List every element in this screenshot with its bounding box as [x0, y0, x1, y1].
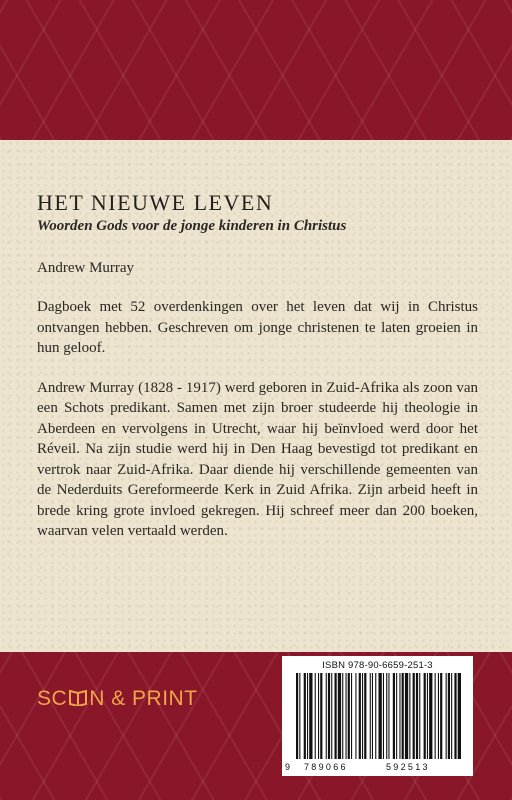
barcode-bar	[446, 673, 447, 759]
barcode-bar	[388, 673, 389, 759]
barcode-bar	[351, 673, 352, 759]
barcode-bar	[419, 673, 420, 759]
barcode-bar	[405, 673, 408, 759]
barcode-bar	[416, 673, 418, 759]
barcode-bar	[326, 673, 327, 759]
barcode-bar	[296, 673, 298, 759]
barcode-digits-right: 592513	[386, 762, 430, 772]
barcode-bar	[440, 673, 442, 759]
barcode-bar	[399, 673, 400, 759]
barcode-bar	[304, 673, 306, 759]
barcode-bar	[348, 673, 350, 759]
barcode-bar	[338, 673, 341, 759]
description-paragraph: Dagboek met 52 overdenkingen over het leven dat wij in Christus ontvangen hebben. Geschreven om jonge christenen te laten groeien in hun geloof.	[37, 299, 478, 356]
barcode-bar	[320, 673, 322, 759]
barcode-bar	[429, 673, 432, 759]
book-icon	[68, 689, 88, 706]
barcode-bar	[379, 673, 382, 759]
barcode-bar	[328, 673, 330, 759]
barcode-bar	[438, 673, 439, 759]
top-patterned-band	[0, 0, 512, 140]
book-author: Andrew Murray	[37, 260, 135, 276]
barcode-bar	[427, 673, 428, 759]
barcode-bar	[372, 673, 373, 759]
barcode-bar	[362, 673, 363, 759]
publisher-logo	[37, 687, 198, 711]
barcode-bar	[386, 673, 387, 759]
barcode-bar	[355, 673, 356, 759]
barcode-bar	[342, 673, 343, 759]
barcode-bar	[448, 673, 450, 759]
barcode-bar	[309, 673, 312, 759]
barcode-bar	[375, 673, 376, 759]
barcode-bar	[424, 673, 426, 759]
publisher-logo-part2: N & PRINT	[89, 687, 198, 710]
barcode-bar	[402, 673, 404, 759]
publisher-logo-part1: SC	[37, 687, 68, 710]
barcode-bar	[451, 673, 452, 759]
barcode-bar	[370, 673, 371, 759]
barcode-bar	[383, 673, 384, 759]
barcode-bar	[413, 673, 415, 759]
barcode-digit-first: 9	[285, 762, 293, 772]
barcode-bar	[346, 673, 347, 759]
barcode-bar	[409, 673, 410, 759]
barcode-box	[282, 656, 473, 776]
barcode-icon	[294, 673, 462, 765]
book-title: HET NIEUWE LEVEN	[37, 190, 274, 215]
barcode-bar	[458, 673, 461, 759]
isbn-text: ISBN 978-90-6659-251-3	[322, 660, 433, 671]
barcode-bar	[454, 673, 456, 759]
barcode-bar	[359, 673, 361, 759]
barcode-bar	[318, 673, 319, 759]
barcode-bar	[331, 673, 332, 759]
barcode-bar	[307, 673, 308, 759]
barcode-bar	[393, 673, 395, 759]
barcode-digits-left: 789066	[304, 762, 348, 772]
barcode-bar	[364, 673, 366, 759]
barcode-bar	[435, 673, 436, 759]
barcode-bar	[335, 673, 337, 759]
barcode-bar	[315, 673, 316, 759]
book-subtitle: Woorden Gods voor de jonge kinderen in Christus	[37, 218, 347, 234]
back-cover-text	[37, 190, 478, 542]
barcode-bar	[299, 673, 300, 759]
author-bio-paragraph: Andrew Murray (1828 - 1917) werd geboren in Zuid-Afrika als zoon van een Schots predikant. Samen met zijn broer studeerde hij theologie in Aberdeen en vervolgens in Utrecht, waar hij beïnvloed werd door het Réveil. Na zijn studie werd hij in Den Haag bevestigd tot predikant en vertrok naar Zuid-Afrika. Daar diende hij verschillende gemeenten van de Nederduits Gereformeerde Kerk in Zuid Afrika. Zijn arbeid heeft in brede kring grote invloed gekregen. Hij schreef meer dan 200 boeken, waarvan velen vertaald werden.	[37, 379, 478, 539]
barcode-bar	[396, 673, 397, 759]
